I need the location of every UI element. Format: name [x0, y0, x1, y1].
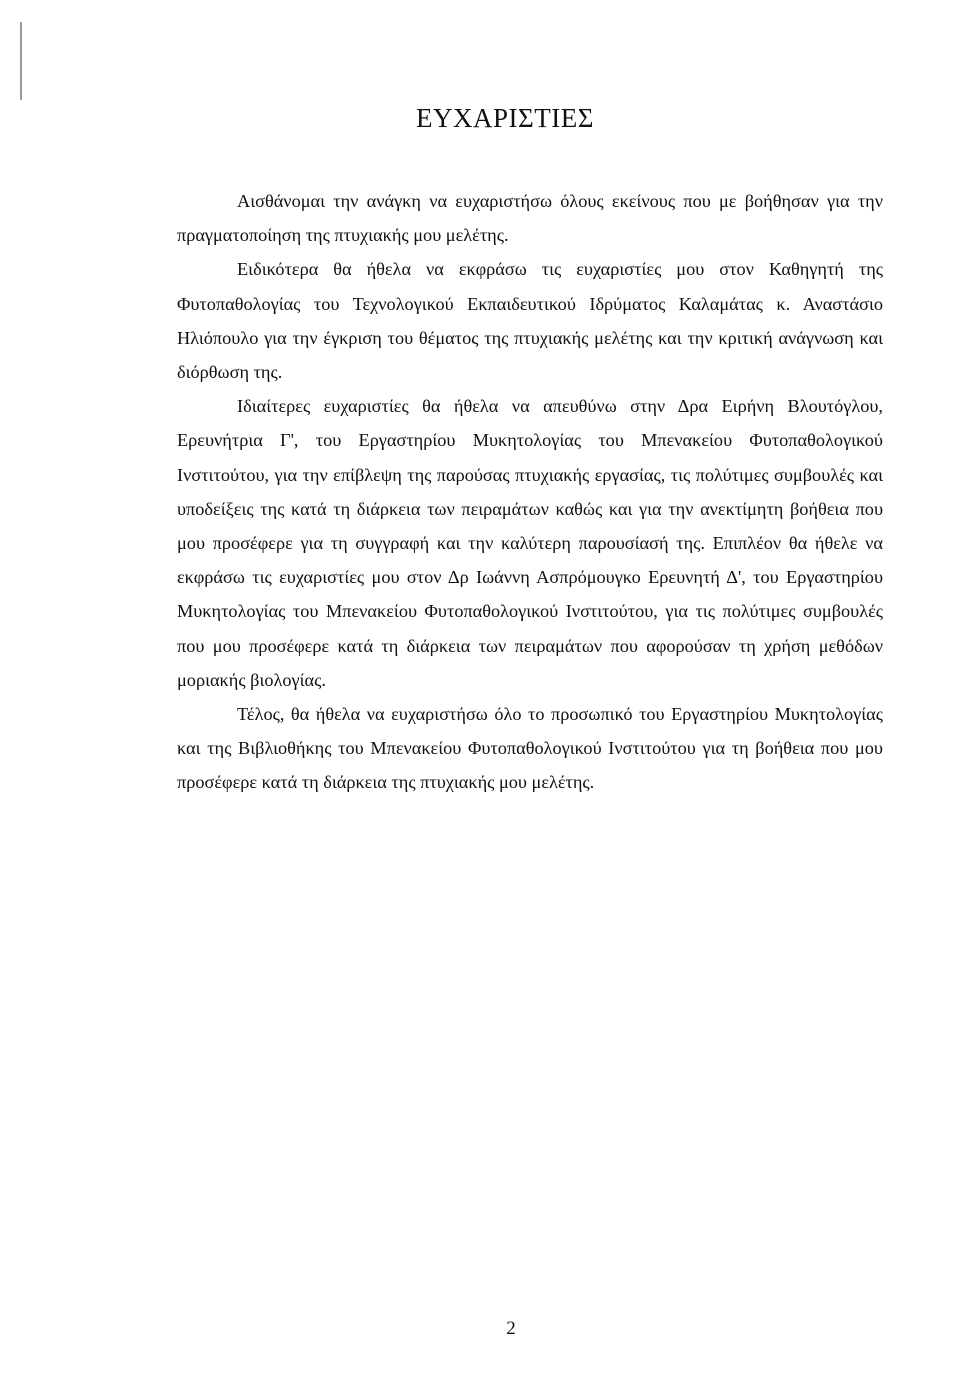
paragraph-intro: Αισθάνομαι την ανάγκη να ευχαριστήσω όλους εκείνους που με βοήθησαν για την πραγματοποίηση της πτυχιακής μου μελέτης. [177, 191, 883, 246]
page-number: 2 [506, 1318, 516, 1339]
paragraph-supervisor-thanks: Ειδικότερα θα ήθελα να εκφράσω τις ευχαριστίες μου στον Καθηγητή της Φυτοπαθολογίας του Τεχνολογικού Εκπαιδευτικού Ιδρύματος Καλαμάτας κ. Αναστάσιο Ηλιόπουλο για την έγκριση του θέματος της πτυχιακής μελέτης και την κριτική ανάγνωση και διόρθωση της. [177, 259, 883, 383]
page-title: ΕΥΧΑΡΙΣΤΙΕΣ [416, 103, 594, 133]
document-body [177, 184, 883, 800]
paragraph-researchers-thanks: Ιδιαίτερες ευχαριστίες θα ήθελα να απευθύνω στην Δρα Ειρήνη Βλουτόγλου, Ερευνήτρια Γ', του Εργαστηρίου Μυκητολογίας του Μπενακείου Φυτοπαθολογικού Ινστιτούτου, για την επίβλεψη της παρούσας πτυχιακής εργασίας, τις πολύτιμες συμβουλές και υποδείξεις της κατά τη διάρκεια των πειραμάτων καθώς και για την ανεκτίμητη βοήθεια που μου προσέφερε για τη συγγραφή και την καλύτερη παρουσίασή της. Επιπλέον θα ήθελε να εκφράσω τις ευχαριστίες μου στον Δρ Ιωάννη Ασπρόμουγκο Ερευνητή Δ', του Εργαστηρίου Μυκητολογίας του Μπενακείου Φυτοπαθολογικού Ινστιτούτου, για τις πολύτιμες συμβουλές που μου προσέφερε κατά τη διάρκεια των πειραμάτων που αφορούσαν τη χρήση μεθόδων μοριακής βιολογίας. [177, 396, 883, 690]
document-page [177, 0, 887, 1373]
paragraph-closing: Τέλος, θα ήθελα να ευχαριστήσω όλο το προσωπικό του Εργαστηρίου Μυκητολογίας και της Βιβλιοθήκης του Μπενακείου Φυτοπαθολογικού Ινστιτούτου για τη βοήθεια που μου προσέφερε κατά τη διάρκεια της πτυχιακής μου μελέτης. [177, 704, 883, 793]
scan-edge-line [20, 22, 22, 100]
